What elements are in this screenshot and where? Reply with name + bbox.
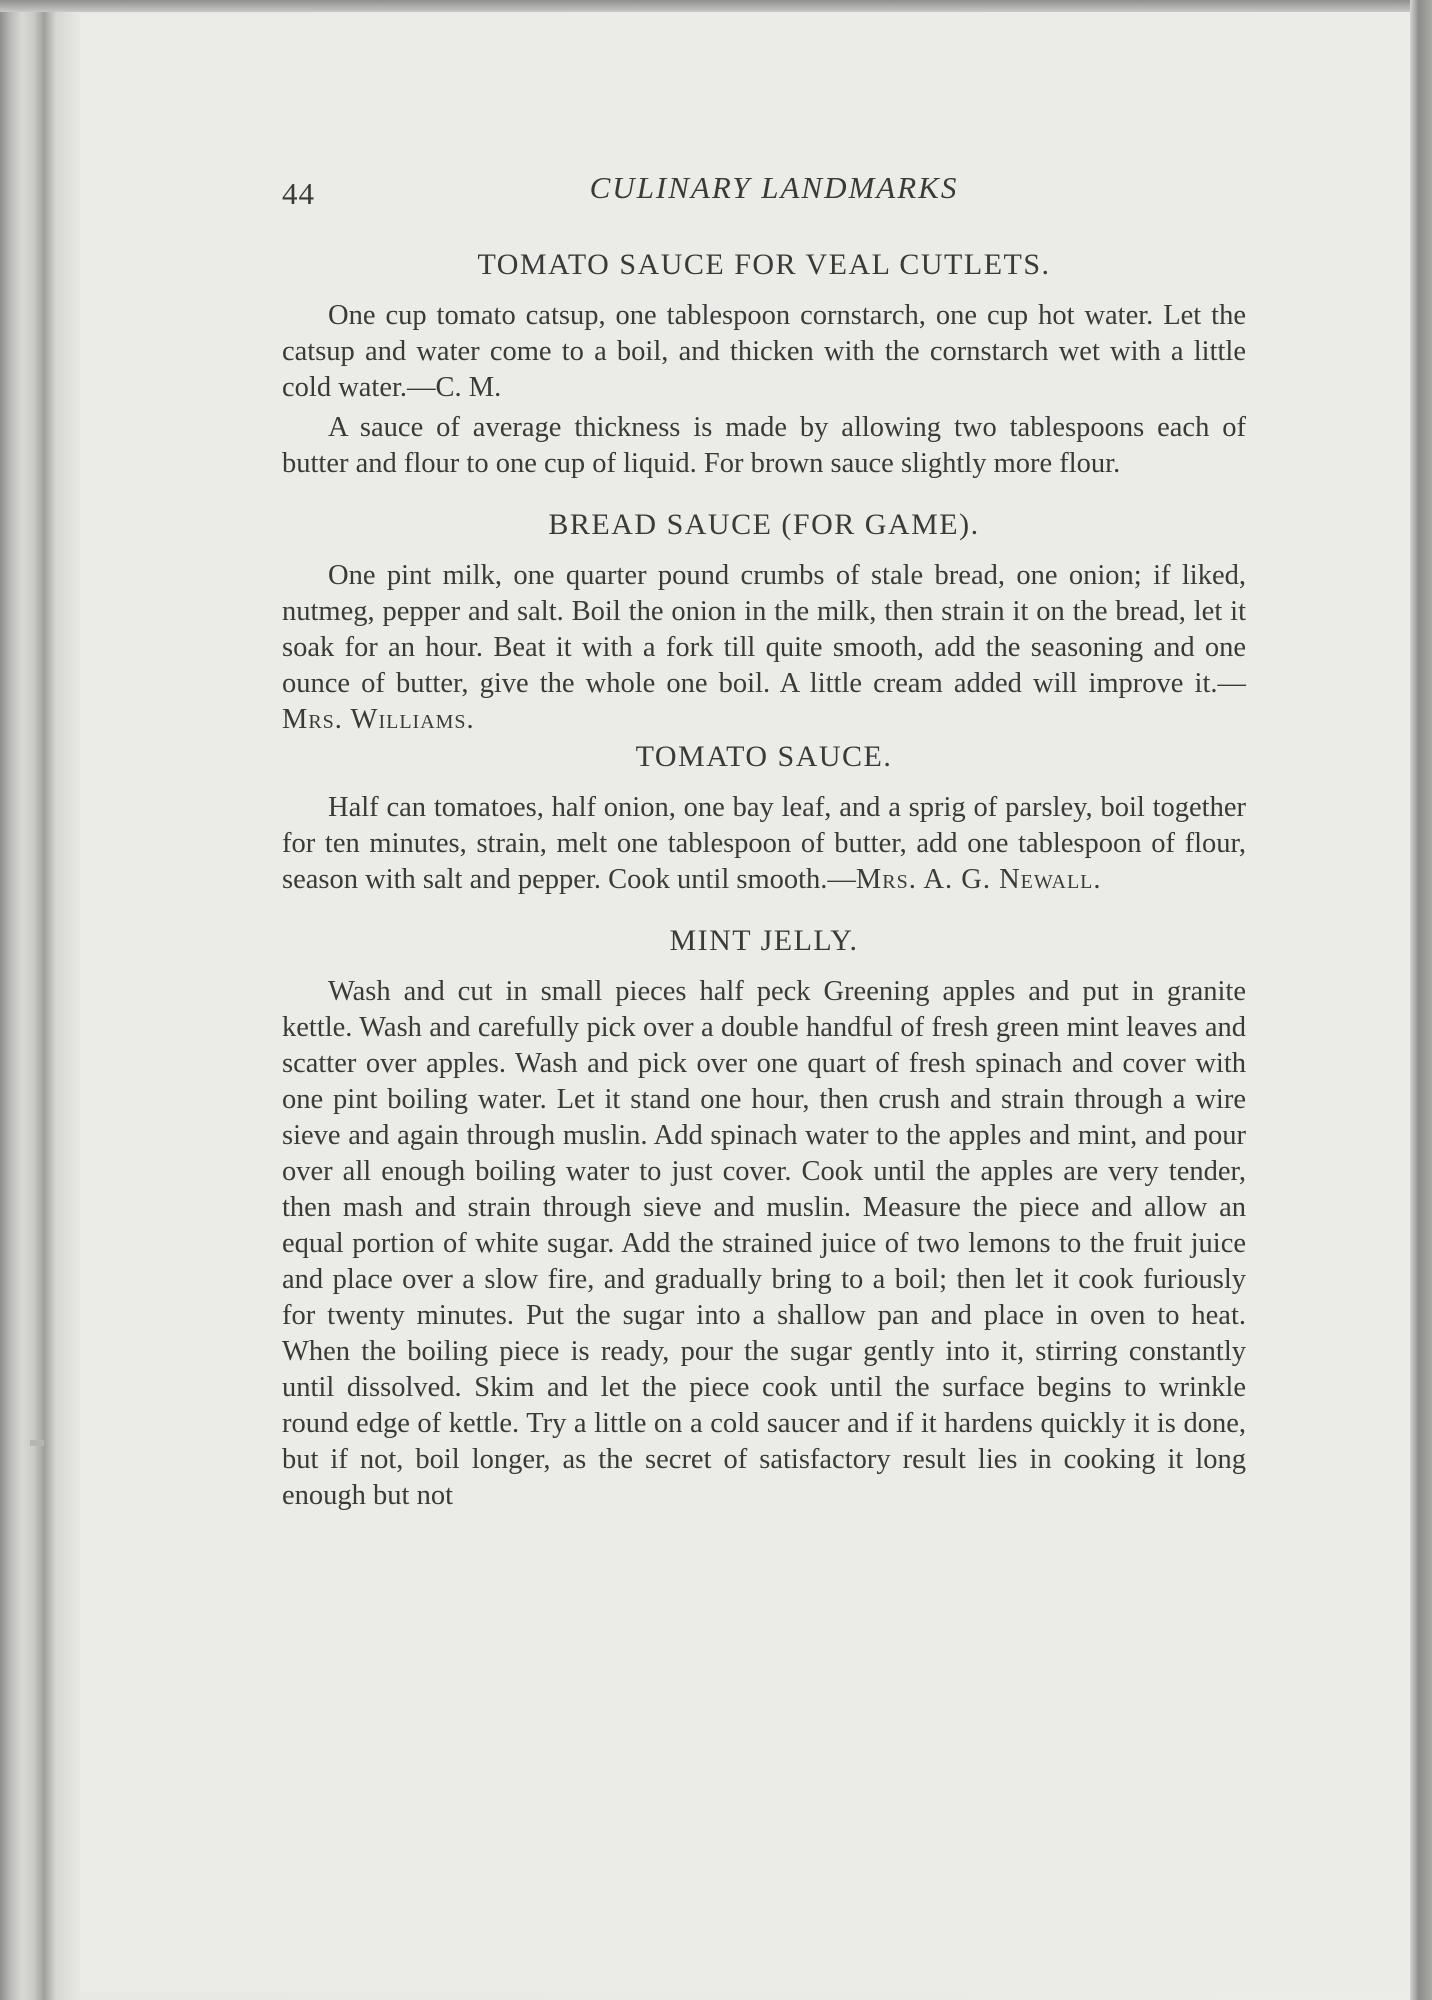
book-title: CULINARY LANDMARKS — [589, 170, 959, 205]
attribution: Mrs. Williams. — [282, 704, 475, 735]
paragraph-text: Half can tomatoes, half onion, one bay leaf, and a sprig of parsley, boil together for ten minutes, strain, melt one tablespoon of butter, add one tablespoon of flour, season with salt and pepper. Cook until smooth.— — [282, 792, 1246, 895]
book-right-edge — [1410, 0, 1432, 2000]
recipe-title: MINT JELLY. — [669, 924, 859, 957]
recipe-paragraph — [282, 974, 1246, 1514]
recipe-paragraph — [282, 410, 1246, 482]
page-number: 44 — [282, 176, 315, 211]
binding-mark — [30, 1440, 44, 1446]
paragraph-text: One pint milk, one quarter pound crumbs of stale bread, one onion; if liked, nutmeg, pepper and salt. Boil the onion in the milk, then strain it on the bread, let it soak for an hour. Beat it with a fork till quite smooth, add the seasoning and one ounce of butter, give the whole one boil. A little cream added will improve it.— — [282, 560, 1246, 699]
recipe-paragraph — [282, 558, 1246, 738]
paragraph-text: One cup tomato catsup, one tablespoon cornstarch, one cup hot water. Let the catsup and water come to a boil, and thicken with the cornstarch wet with a little cold water.— — [282, 300, 1246, 403]
recipe-bread-sauce — [282, 508, 1246, 738]
running-head — [282, 170, 1246, 226]
paragraph-text: A sauce of average thickness is made by allowing two tablespoons each of butter and flour to one cup of liquid. For brown sauce slightly more flour. — [282, 412, 1246, 479]
recipe-title: BREAD SAUCE (FOR GAME). — [548, 508, 980, 541]
recipe-tomato-sauce — [282, 740, 1246, 898]
recipe-title: TOMATO SAUCE. — [635, 740, 893, 773]
attribution: Mrs. A. G. Newall. — [855, 864, 1102, 895]
recipe-mint-jelly — [282, 924, 1246, 1514]
book-top-edge — [0, 0, 1432, 12]
page-content — [282, 170, 1246, 1514]
paragraph-text: Wash and cut in small pieces half peck Greening apples and put in granite kettle. Wash and carefully pick over a double handful of fresh green mint leaves and scatter over apples. Wash and pick over one quart of fresh spinach and cover with one pint boiling water. Let it stand one hour, then crush and strain through a wire sieve and again through muslin. Add spinach water to the apples and mint, and pour over all enough boiling water to just cover. Cook until the apples are very tender, then mash and strain through sieve and muslin. Measure the piece and allow an equal portion of white sugar. Add the strained juice of two lemons to the fruit juice and place over a slow fire, and gradually bring to a boil; then let it cook furiously for twenty minutes. Put the sugar into a shallow pan and place in oven to heat. When the boiling piece is ready, pour the sugar gently into it, stirring constantly until dissolved. Skim and let the piece cook until the surface begins to wrinkle round edge of kettle. Try a little on a cold saucer and if it hardens quickly it is done, but if not, boil longer, as the secret of satisfactory result lies in cooking it long enough but not — [282, 976, 1246, 1511]
attribution: C. M. — [435, 372, 502, 403]
recipe-tomato-sauce-veal — [282, 248, 1246, 482]
recipe-paragraph — [282, 298, 1246, 406]
recipe-paragraph — [282, 790, 1246, 898]
recipe-title: TOMATO SAUCE FOR VEAL CUTLETS. — [477, 248, 1051, 281]
